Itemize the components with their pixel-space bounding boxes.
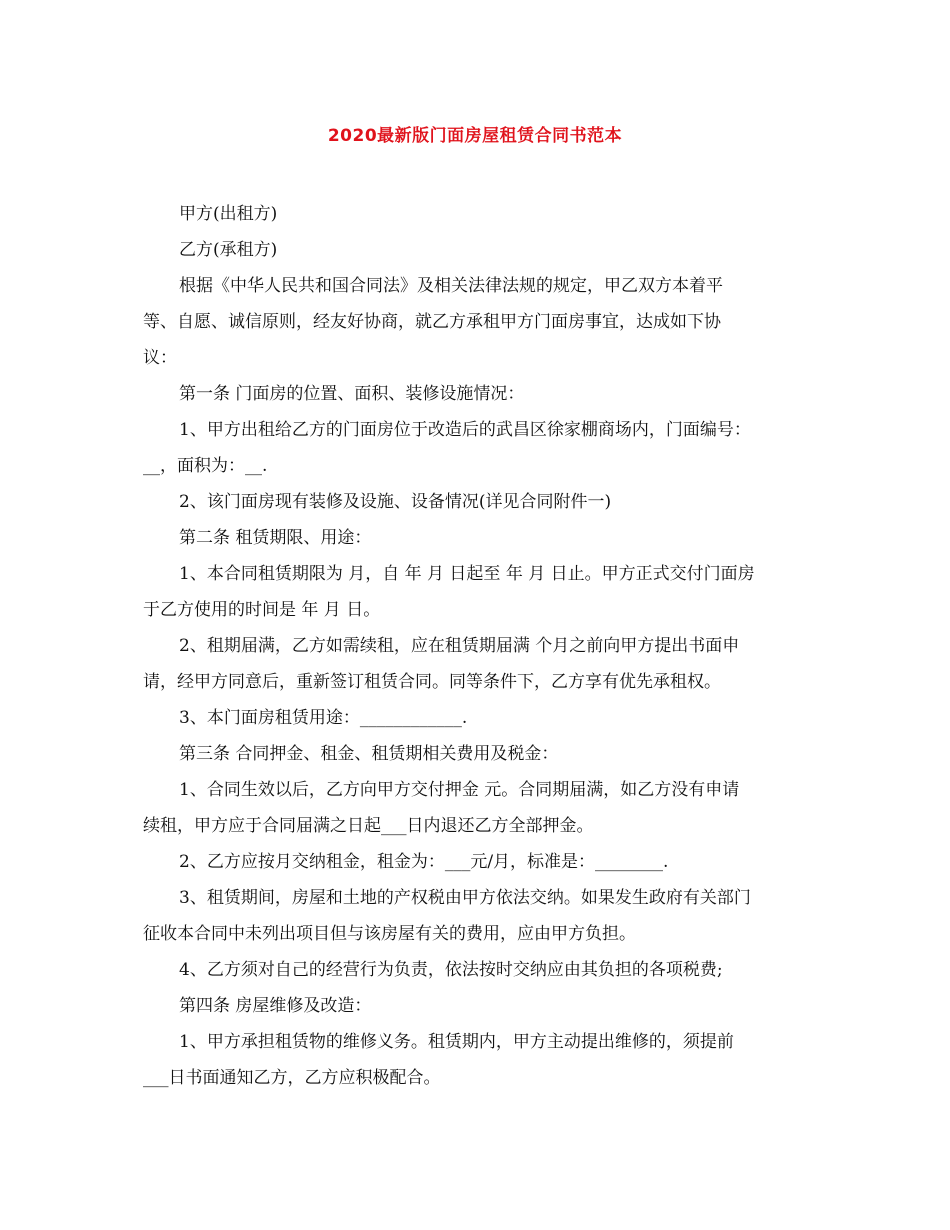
document-title: 2020最新版门面房屋租赁合同书范本 bbox=[327, 126, 623, 146]
text-line: 2、租期届满，乙方如需续租，应在租赁期届满 个月之前向甲方提出书面申 bbox=[179, 636, 740, 656]
text-line: 乙方(承租方) bbox=[179, 240, 278, 260]
text-line: 3、租赁期间，房屋和土地的产权税由甲方依法交纳。如果发生政府有关部门 bbox=[179, 888, 751, 908]
text-line: 续租，甲方应于合同届满之日起___日内退还乙方全部押金。 bbox=[143, 816, 594, 836]
text-line: 1、甲方出租给乙方的门面房位于改造后的武昌区徐家棚商场内，门面编号： bbox=[179, 420, 751, 440]
text-line: 甲方(出租方) bbox=[179, 204, 278, 224]
text-line: 征收本合同中未列出项目但与该房屋有关的费用，应由甲方负担。 bbox=[143, 924, 636, 944]
text-line: 2、乙方应按月交纳租金，租金为：___元/月，标准是：________. bbox=[179, 852, 669, 872]
text-line: ___日书面通知乙方，乙方应积极配合。 bbox=[143, 1068, 441, 1088]
text-line: 于乙方使用的时间是 年 月 日。 bbox=[143, 600, 381, 620]
text-line: 1、本合同租赁期限为 月，自 年 月 日起至 年 月 日止。甲方正式交付门面房 bbox=[179, 564, 755, 584]
text-line: 第一条 门面房的位置、面积、装修设施情况： bbox=[179, 384, 525, 404]
text-line: 第三条 合同押金、租金、租赁期相关费用及税金： bbox=[179, 744, 559, 764]
text-line: __，面积为：__. bbox=[143, 456, 268, 476]
text-line: 根据《中华人民共和国合同法》及相关法律法规的规定，甲乙双方本着平 bbox=[179, 276, 723, 296]
text-line: 1、甲方承担租赁物的维修义务。租赁期内，甲方主动提出维修的，须提前 bbox=[179, 1032, 734, 1052]
text-line: 2、该门面房现有装修及设施、设备情况(详见合同附件一) bbox=[179, 492, 612, 512]
text-line: 请，经甲方同意后，重新签订租赁合同。同等条件下，乙方享有优先承租权。 bbox=[143, 672, 721, 692]
text-line: 议： bbox=[143, 348, 177, 368]
text-line: 3、本门面房租赁用途：____________. bbox=[179, 708, 468, 728]
text-line: 第四条 房屋维修及改造： bbox=[179, 996, 372, 1016]
text-line: 等、自愿、诚信原则，经友好协商，就乙方承租甲方门面房事宜，达成如下协 bbox=[143, 312, 721, 332]
text-line: 第二条 租赁期限、用途： bbox=[179, 528, 372, 548]
document-body bbox=[143, 196, 805, 1096]
text-line: 4、乙方须对自己的经营行为负责，依法按时交纳应由其负担的各项税费; bbox=[179, 960, 723, 980]
text-line: 1、合同生效以后，乙方向甲方交付押金 元。合同期届满，如乙方没有申请 bbox=[179, 780, 740, 800]
